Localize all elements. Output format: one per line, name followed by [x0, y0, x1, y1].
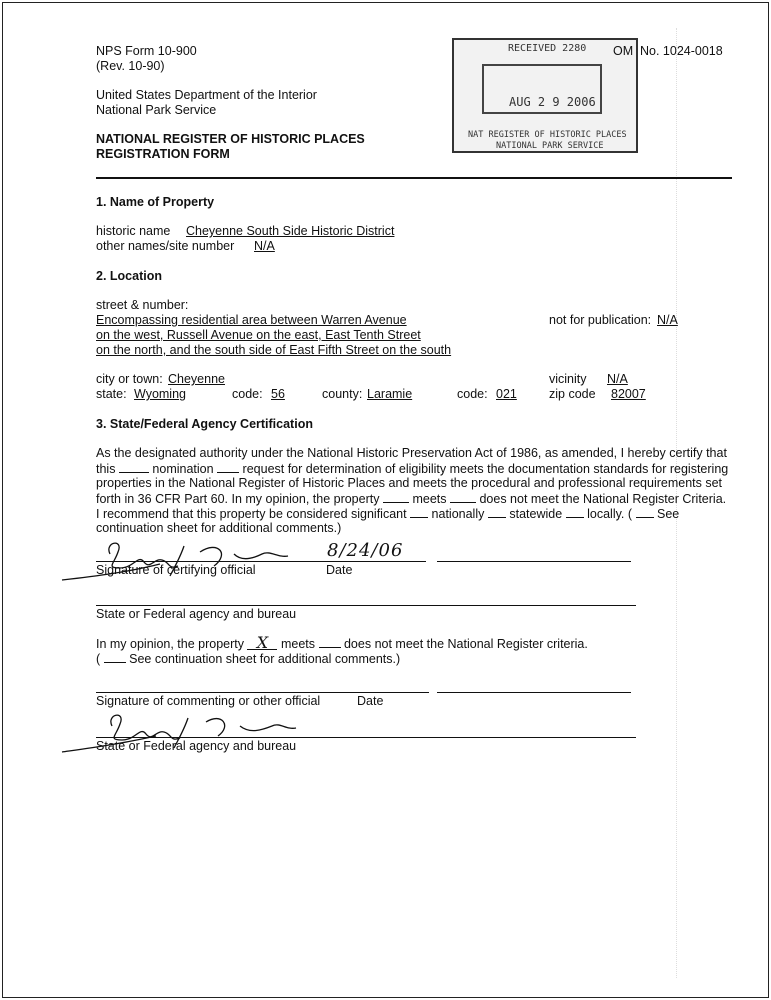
opinion-does-not-meet-blank: [319, 636, 341, 648]
comment-signature-line: [96, 692, 429, 693]
zip-label: zip code: [549, 387, 596, 401]
cert-para-line-2: this nomination request for determination of eligibility meets the documentation standards for registering: [96, 462, 729, 476]
comment-date-label: Date: [357, 694, 384, 708]
other-names-label: other names/site number: [96, 239, 235, 253]
opinion-continuation-blank: [104, 651, 126, 663]
meets-blank: [383, 491, 409, 503]
signature-date: 8/24/06: [327, 540, 404, 561]
signature-label: Signature of certifying official: [96, 563, 256, 577]
street-line-3: on the north, and the south side of East Fifth Street on the south: [96, 343, 452, 357]
department: United States Department of the Interior: [96, 88, 317, 102]
form-revision: (Rev. 10-90): [96, 59, 165, 73]
county-code-label: code:: [457, 387, 488, 401]
meets-checkmark: X: [247, 638, 277, 650]
state-code-value: 56: [271, 387, 285, 401]
section3-heading: 3. State/Federal Agency Certification: [96, 417, 313, 431]
city-label: city or town:: [96, 372, 163, 386]
county-label: county:: [322, 387, 363, 401]
vicinity-value: N/A: [607, 372, 628, 386]
header-rule: [96, 177, 732, 179]
state-code-label: code:: [232, 387, 263, 401]
form-id: NPS Form 10-900: [96, 44, 197, 58]
historic-name-label: historic name: [96, 224, 171, 238]
form-title-line2: REGISTRATION FORM: [96, 147, 230, 161]
received-stamp: [452, 38, 638, 153]
other-names-value: N/A: [254, 239, 275, 253]
comment-signature-label: Signature of commenting or other official: [96, 694, 321, 708]
agency2-label: State or Federal agency and bureau: [96, 739, 297, 753]
zip-value: 82007: [611, 387, 646, 401]
see-continuation-blank: [636, 506, 654, 518]
state-label: state:: [96, 387, 127, 401]
cert-para-line-5: I recommend that this property be considered significant nationally statewide locally. ( See: [96, 507, 680, 521]
omb-prefix: OM: [613, 44, 634, 58]
stamp-register-text: NAT REGISTER OF HISTORIC PLACES: [468, 130, 627, 140]
opinion-line: In my opinion, the property X meets does not meet the National Register criteria.: [96, 633, 588, 652]
street-line-2: on the west, Russell Avenue on the east, East Tenth Street: [96, 328, 421, 342]
stamp-received-text: RECEIVED 2280: [508, 43, 587, 54]
section2-heading: 2. Location: [96, 269, 162, 283]
comment-date-line: [437, 692, 631, 693]
vicinity-label: vicinity: [549, 372, 587, 386]
statewide-blank: [488, 506, 506, 518]
section1-heading: 1. Name of Property: [96, 195, 215, 209]
not-for-publication-value: N/A: [657, 313, 678, 327]
agency-label: State or Federal agency and bureau: [96, 607, 297, 621]
city-value: Cheyenne: [168, 372, 225, 386]
street-line-1: Encompassing residential area between Warren Avenue: [96, 313, 407, 327]
cert-para-line-3: properties in the National Register of Historic Places and meets the procedural and professional requirements set: [96, 476, 723, 490]
certifying-signature: [58, 534, 318, 586]
request-blank: [217, 461, 239, 473]
nationally-blank: [410, 506, 428, 518]
not-for-publication-label: not for publication:: [549, 313, 652, 327]
date-label: Date: [326, 563, 353, 577]
stamp-service-text: NATIONAL PARK SERVICE: [496, 141, 604, 151]
opinion-continuation: ( See continuation sheet for additional comments.): [96, 652, 401, 666]
date-line: [437, 561, 631, 562]
stamp-date: AUG 2 9 2006: [509, 95, 596, 109]
cert-para-line-4: forth in 36 CFR Part 60. In my opinion, the property meets does not meet the National Register Criteria.: [96, 492, 727, 506]
this-nomination-blank: [119, 461, 149, 473]
agency2-line: [96, 737, 636, 738]
county-code-value: 021: [496, 387, 517, 401]
historic-name-value: Cheyenne South Side Historic District: [186, 224, 395, 238]
street-label: street & number:: [96, 298, 189, 312]
county-value: Laramie: [367, 387, 413, 401]
signature-line: [96, 561, 426, 562]
agency-line: [96, 605, 636, 606]
does-not-meet-blank: [450, 491, 476, 503]
locally-blank: [566, 506, 584, 518]
cert-para-line-1: As the designated authority under the National Historic Preservation Act of 1986, as amended, I hereby certify that: [96, 446, 727, 460]
omb-number: No. 1024-0018: [640, 44, 723, 58]
service: National Park Service: [96, 103, 217, 117]
cert-para-line-6: continuation sheet for additional comments.): [96, 521, 342, 535]
form-title-line1: NATIONAL REGISTER OF HISTORIC PLACES: [96, 132, 365, 146]
state-value: Wyoming: [134, 387, 186, 401]
